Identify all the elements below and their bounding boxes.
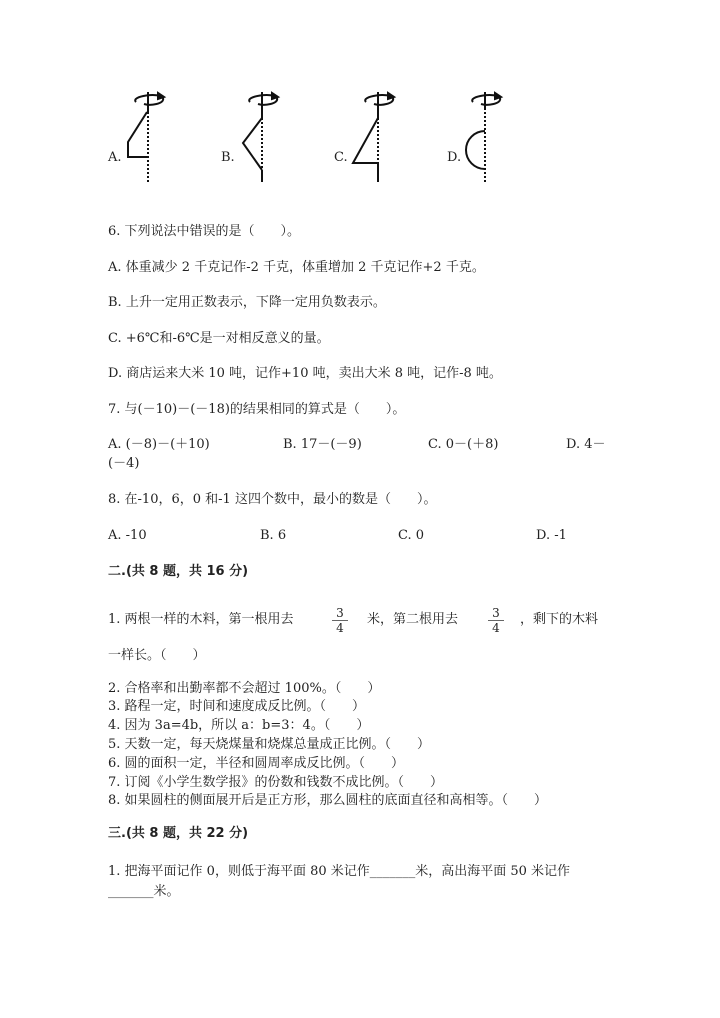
s2-q1-part2: 米，第二根用去 (367, 612, 459, 627)
s2-q1-part3: ，剩下的木料 (520, 612, 599, 627)
rotation-figures (100, 80, 520, 190)
s2-item: 3. 路程一定，时间和速度成反比例。（ ） (108, 699, 366, 714)
s2-q1-part1: 1. 两根一样的木料，第一根用去 (108, 612, 294, 627)
numerator: 3 (332, 606, 348, 621)
q7-option-b: B. 17－(－9) (283, 437, 362, 452)
fraction-3-4 (488, 606, 504, 635)
q6-option-d: D. 商店运来大米 10 吨，记作+10 吨，卖出大米 8 吨，记作-8 吨。 (108, 366, 502, 381)
figure-d (466, 92, 501, 182)
q7-option-c: C. 0－(＋8) (428, 437, 499, 452)
s2-item: 6. 圆的面积一定，半径和圆周率成反比例。（ ） (108, 756, 405, 771)
s2-item: 7. 订阅《小学生数学报》的份数和钱数不成比例。（ ） (108, 775, 444, 790)
q7-option-d: D. 4－ (566, 437, 606, 452)
figure-a (128, 92, 164, 182)
q7-stem: 7. 与(－10)－(－18)的结果相同的算式是（ ）。 (108, 402, 406, 417)
s3-q1: 1. 把海平面记作 0，则低于海平面 80 米记作_______米，高出海平面 50 米记作 (108, 864, 571, 879)
q7-option-d-cont: (－4) (108, 456, 140, 471)
s2-item: 2. 合格率和出勤率都不会超过 100%。（ ） (108, 681, 381, 696)
s2-item: 4. 因为 3a=4b，所以 a：b=3：4。（ ） (108, 718, 370, 733)
s2-item: 8. 如果圆柱的侧面展开后是正方形，那么圆柱的底面直径和高相等。（ ） (108, 793, 548, 808)
numerator: 3 (488, 606, 504, 621)
q6-stem: 6. 下列说法中错误的是（ ）。 (108, 224, 301, 239)
figure-option-a: A. (108, 150, 122, 165)
section2-title: 二.(共 8 题，共 16 分) (108, 564, 249, 579)
denominator: 4 (336, 621, 344, 635)
figure-option-c: C. (334, 150, 348, 165)
q7-option-a: A. (－8)－(＋10) (108, 437, 210, 452)
q6-option-c: C. +6℃和-6℃是一对相反意义的量。 (108, 331, 330, 346)
q8-option-b: B. 6 (260, 528, 287, 543)
denominator: 4 (492, 621, 500, 635)
q8-option-d: D. -1 (536, 528, 567, 543)
figure-b (243, 92, 278, 182)
q8-option-c: C. 0 (398, 528, 425, 543)
figure-c (353, 92, 394, 182)
section3-title: 三.(共 8 题，共 22 分) (108, 826, 249, 841)
q8-option-a: A. -10 (108, 528, 147, 543)
figure-option-d: D. (447, 150, 462, 165)
s3-q1-cont: _______米。 (108, 884, 180, 899)
q6-option-b: B. 上升一定用正数表示，下降一定用负数表示。 (108, 295, 386, 310)
s2-q1-line2: 一样长。（ ） (108, 648, 206, 663)
fraction-3-4 (332, 606, 348, 635)
q8-stem: 8. 在-10，6，0 和-1 这四个数中，最小的数是（ ）。 (108, 492, 437, 507)
figure-option-b: B. (221, 150, 235, 165)
s2-item: 5. 天数一定，每天烧煤量和烧煤总量成正比例。（ ） (108, 737, 431, 752)
q6-option-a: A. 体重减少 2 千克记作-2 千克，体重增加 2 千克记作+2 千克。 (108, 260, 485, 275)
